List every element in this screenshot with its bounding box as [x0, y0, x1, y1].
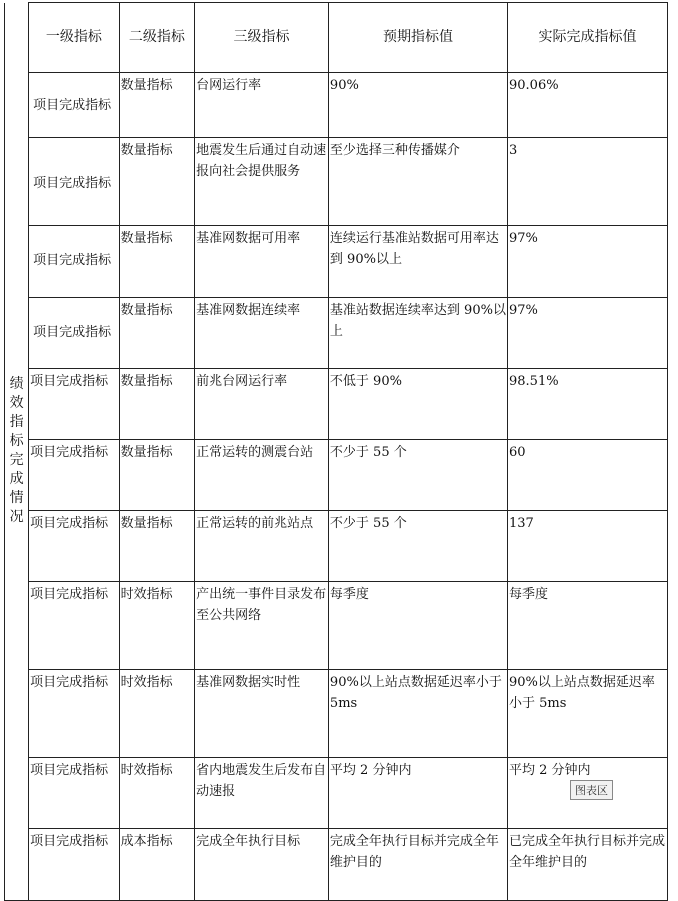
- cell-level1: 项目完成指标: [29, 511, 120, 582]
- cell-actual: 平均 2 分钟内: [508, 758, 668, 829]
- cell-level2: 时效指标: [119, 582, 194, 670]
- cell-level3: 地震发生后通过自动速报向社会提供服务: [195, 138, 329, 226]
- cell-expected: 完成全年执行目标并完成全年维护目的: [328, 829, 507, 901]
- cell-level3: 基准网数据连续率: [195, 298, 329, 369]
- header-row: [5, 3, 668, 73]
- cell-expected: 每季度: [328, 582, 507, 670]
- cell-level1: 项目完成指标: [29, 582, 120, 670]
- chart-area-tag[interactable]: 图表区: [570, 780, 613, 800]
- cell-level2: 时效指标: [119, 758, 194, 829]
- table-row: [5, 758, 668, 829]
- cell-expected: 基准站数据连续率达到 90%以上: [328, 298, 507, 369]
- cell-expected: 不低于 90%: [328, 369, 507, 440]
- cell-expected: 平均 2 分钟内: [328, 758, 507, 829]
- cell-level3: 台网运行率: [195, 73, 329, 138]
- cell-actual: 每季度: [508, 582, 668, 670]
- cell-expected: 90%: [328, 73, 507, 138]
- performance-table: [4, 2, 668, 901]
- cell-level1: 项目完成指标: [29, 829, 120, 901]
- cell-level1: 项目完成指标: [29, 226, 120, 298]
- header-level3: 三级指标: [195, 3, 329, 73]
- table-row: [5, 582, 668, 670]
- cell-level2: 成本指标: [119, 829, 194, 901]
- cell-level2: 时效指标: [119, 670, 194, 758]
- table-row: [5, 298, 668, 369]
- cell-level3: 正常运转的测震台站: [195, 440, 329, 511]
- cell-level3: 产出统一事件目录发布至公共网络: [195, 582, 329, 670]
- cell-expected: 90%以上站点数据延迟率小于 5ms: [328, 670, 507, 758]
- side-label: 绩效指标完成情况: [9, 376, 24, 526]
- table-row: [5, 829, 668, 901]
- table-row: [5, 138, 668, 226]
- cell-expected: 不少于 55 个: [328, 440, 507, 511]
- cell-actual: 90.06%: [508, 73, 668, 138]
- header-expected: 预期指标值: [328, 3, 507, 73]
- cell-expected: 连续运行基准站数据可用率达到 90%以上: [328, 226, 507, 298]
- table-row: [5, 670, 668, 758]
- cell-level3: 正常运转的前兆站点: [195, 511, 329, 582]
- table-row: [5, 73, 668, 138]
- cell-level1: 项目完成指标: [29, 73, 120, 138]
- cell-actual: 98.51%: [508, 369, 668, 440]
- cell-level1: 项目完成指标: [29, 758, 120, 829]
- table-row: [5, 440, 668, 511]
- table-row: [5, 511, 668, 582]
- cell-level2: 数量指标: [119, 73, 194, 138]
- cell-level3: 基准网数据可用率: [195, 226, 329, 298]
- cell-actual: 60: [508, 440, 668, 511]
- table-row: [5, 369, 668, 440]
- cell-expected: 至少选择三种传播媒介: [328, 138, 507, 226]
- cell-level1: 项目完成指标: [29, 298, 120, 369]
- table-row: [5, 226, 668, 298]
- cell-actual: 97%: [508, 226, 668, 298]
- cell-actual: 97%: [508, 298, 668, 369]
- cell-level2: 数量指标: [119, 138, 194, 226]
- cell-actual: 已完成全年执行目标并完成全年维护目的: [508, 829, 668, 901]
- cell-level3: 前兆台网运行率: [195, 369, 329, 440]
- header-level1: 一级指标: [29, 3, 120, 73]
- cell-actual: 90%以上站点数据延迟率小于 5ms: [508, 670, 668, 758]
- cell-level2: 数量指标: [119, 226, 194, 298]
- cell-level3: 基准网数据实时性: [195, 670, 329, 758]
- cell-actual: 137: [508, 511, 668, 582]
- cell-level2: 数量指标: [119, 511, 194, 582]
- cell-level1: 项目完成指标: [29, 138, 120, 226]
- cell-level2: 数量指标: [119, 369, 194, 440]
- cell-level3: 完成全年执行目标: [195, 829, 329, 901]
- cell-level1: 项目完成指标: [29, 369, 120, 440]
- header-level2: 二级指标: [119, 3, 194, 73]
- cell-level3: 省内地震发生后发布自动速报: [195, 758, 329, 829]
- side-label-cell: [5, 3, 29, 901]
- cell-level2: 数量指标: [119, 298, 194, 369]
- cell-level2: 数量指标: [119, 440, 194, 511]
- cell-level1: 项目完成指标: [29, 670, 120, 758]
- header-actual: 实际完成指标值: [508, 3, 668, 73]
- cell-expected: 不少于 55 个: [328, 511, 507, 582]
- cell-level1: 项目完成指标: [29, 440, 120, 511]
- cell-actual: 3: [508, 138, 668, 226]
